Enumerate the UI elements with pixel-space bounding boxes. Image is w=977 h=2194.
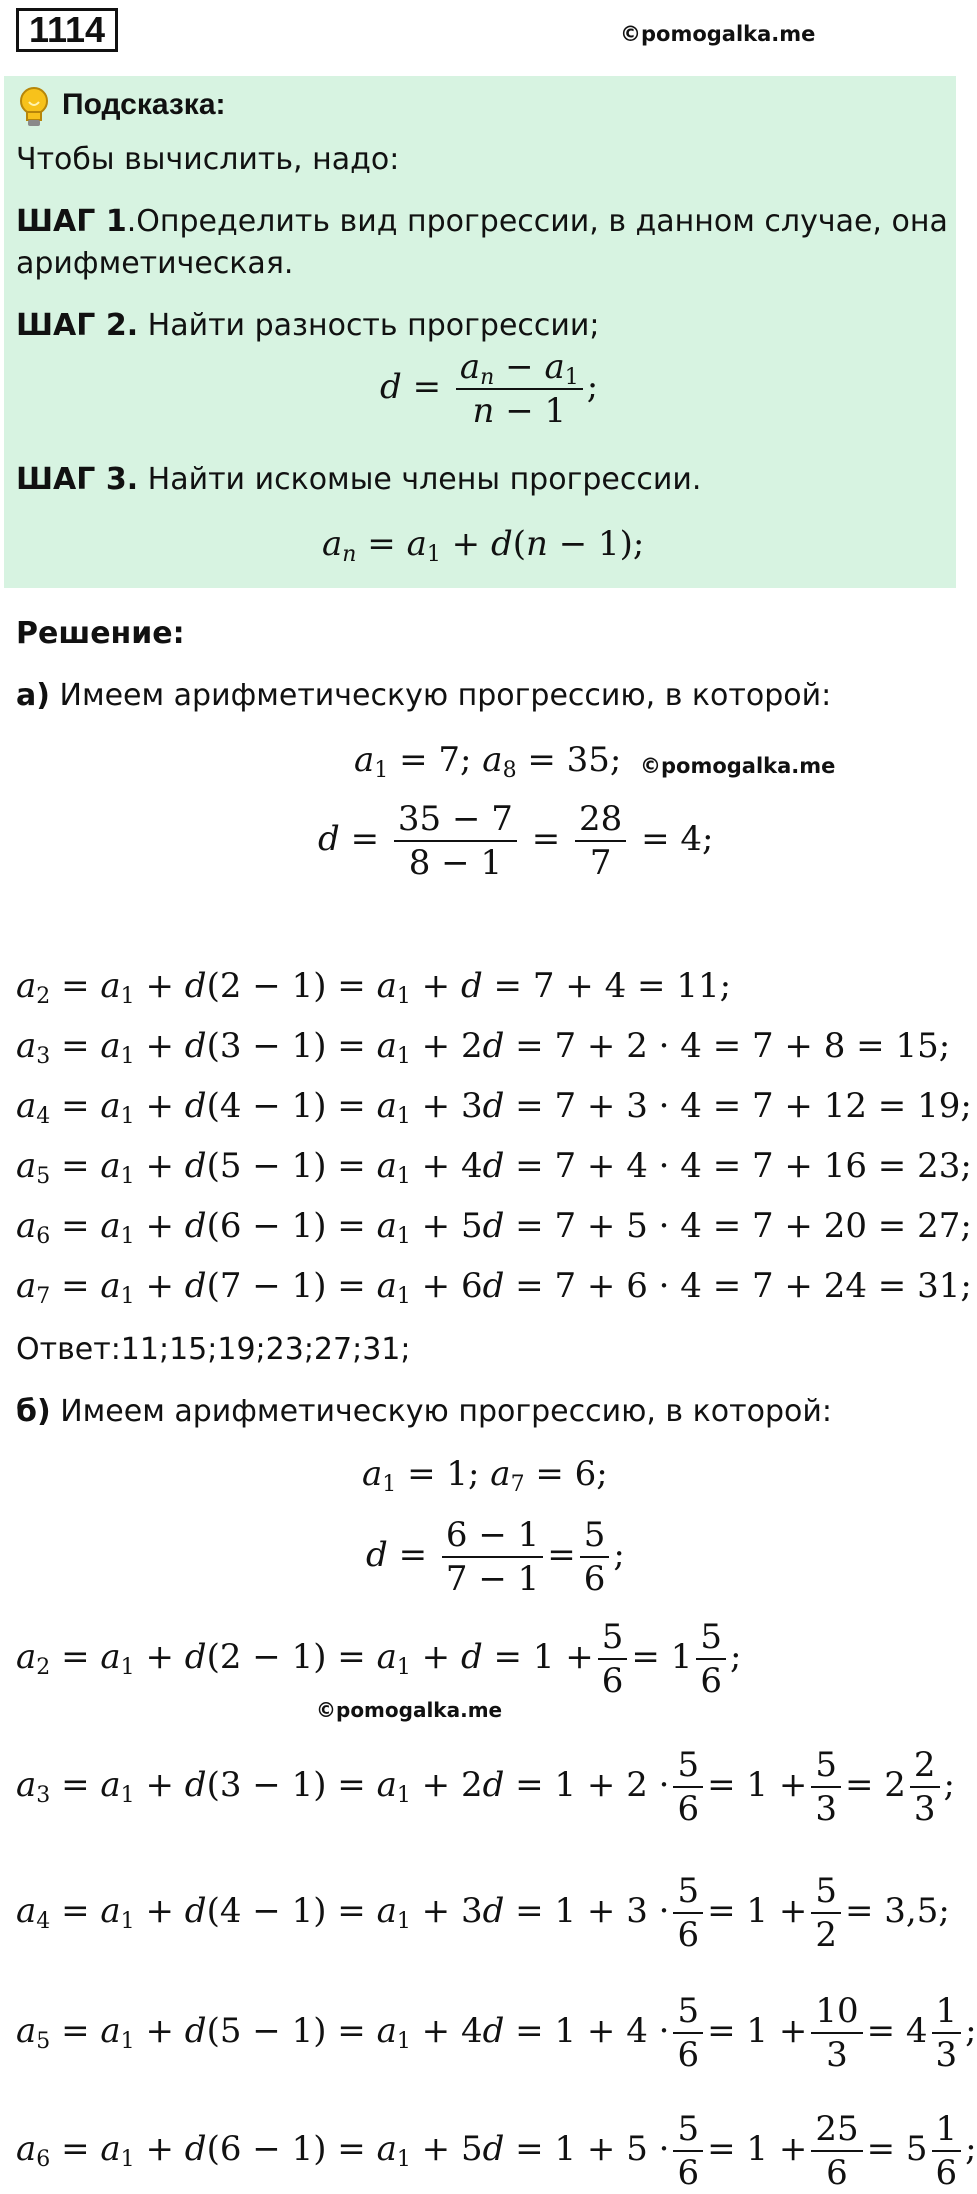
part-a-term-4: $a_4 = a_1 + d(4 - 1) = a_1 + 3d = 7 + 3 \cdot 4 = 7 + 12 = 19$; xyxy=(16,1086,972,1129)
part-a-term-2: $a_2 = a_1 + d(2 - 1) = a_1 + d = 7 + 4 = 11$; xyxy=(16,966,732,1009)
hint-step1-cont: арифметическая. xyxy=(16,246,294,281)
part-b-difference: d = $\frac{6 - 1}{7 - 1}$ = $\frac{5}{6}$ ; xyxy=(366,1515,625,1599)
lightbulb-icon xyxy=(16,86,52,130)
hint-box xyxy=(4,76,956,588)
part-b-given: $a_1 = 1$; $a_7 = 6$; xyxy=(362,1454,608,1497)
part-a-given: $a_1 = 7$; $a_8 = 35$; xyxy=(354,740,622,783)
part-a-term-6: $a_6 = a_1 + d(6 - 1) = a_1 + 5d = 7 + 5 \cdot 4 = 7 + 20 = 27$; xyxy=(16,1206,972,1249)
hint-step2: ШАГ 2. Найти разность прогрессии; xyxy=(16,308,600,343)
part-b-term-5: $a_5 = a_1 + d(5 - 1) = a_1 + 4d = 1 + 4$ · $\frac{5}{6}$ = 1 + $\frac{10}{3}$ = 4 $\frac{1}{3}$ ; xyxy=(16,1991,977,2075)
solution-title: Решение: xyxy=(16,616,185,651)
part-b-term-4: $a_4 = a_1 + d(4 - 1) = a_1 + 3d = 1 + 3$ · $\frac{5}{6}$ = 1 + $\frac{5}{2}$ = 3,5; xyxy=(16,1871,950,1955)
part-b-term-3: $a_3 = a_1 + d(3 - 1) = a_1 + 2d = 1 + 2$ · $\frac{5}{6}$ = 1 + $\frac{5}{3}$ = 2 $\frac{2}{3}$ ; xyxy=(16,1745,956,1829)
part-b-term-2: $a_2 = a_1 + d(2 - 1) = a_1 + d = 1$ + $\frac{5}{6}$ = 1 $\frac{5}{6}$ ; xyxy=(16,1617,742,1701)
part-a-intro: а) Имеем арифметическую прогрессию, в которой: xyxy=(16,678,832,713)
part-a-term-3: $a_3 = a_1 + d(3 - 1) = a_1 + 2d = 7 + 2 \cdot 4 = 7 + 8 = 15$; xyxy=(16,1026,951,1069)
hint-title: Подсказка: xyxy=(62,88,226,121)
part-b-intro: б) Имеем арифметическую прогрессию, в которой: xyxy=(16,1394,832,1429)
hint-step3: ШАГ 3. Найти искомые члены прогрессии. xyxy=(16,462,702,497)
part-a-answer: Ответ:11;15;19;23;27;31; xyxy=(16,1332,411,1367)
part-a-term-7: $a_7 = a_1 + d(7 - 1) = a_1 + 6d = 7 + 6 \cdot 4 = 7 + 24 = 31$; xyxy=(16,1266,972,1309)
part-a-term-5: $a_5 = a_1 + d(5 - 1) = a_1 + 4d = 7 + 4 \cdot 4 = 7 + 16 = 23$; xyxy=(16,1146,972,1189)
formula-difference: d = $\frac{a_n - a_1}{n - 1}$ ; xyxy=(380,347,599,431)
watermark: ©pomogalka.me xyxy=(316,1698,503,1722)
hint-step1: ШАГ 1.Определить вид прогрессии, в данном случае, она xyxy=(16,204,948,239)
watermark: ©pomogalka.me xyxy=(620,22,816,46)
watermark: ©pomogalka.me xyxy=(640,754,836,778)
formula-nth-term: $a_n = a_1 + d(n - 1)$; xyxy=(322,524,645,567)
task-number: 1114 xyxy=(16,8,118,52)
part-b-term-6: $a_6 = a_1 + d(6 - 1) = a_1 + 5d = 1 + 5$ · $\frac{5}{6}$ = 1 + $\frac{25}{6}$ = 5 $\frac{1}{6}$ ; xyxy=(16,2109,977,2193)
hint-intro: Чтобы вычислить, надо: xyxy=(16,142,400,177)
part-a-difference: d = $\frac{35 - 7}{8 - 1}$ = $\frac{28}{7}$ = 4; xyxy=(318,799,714,883)
